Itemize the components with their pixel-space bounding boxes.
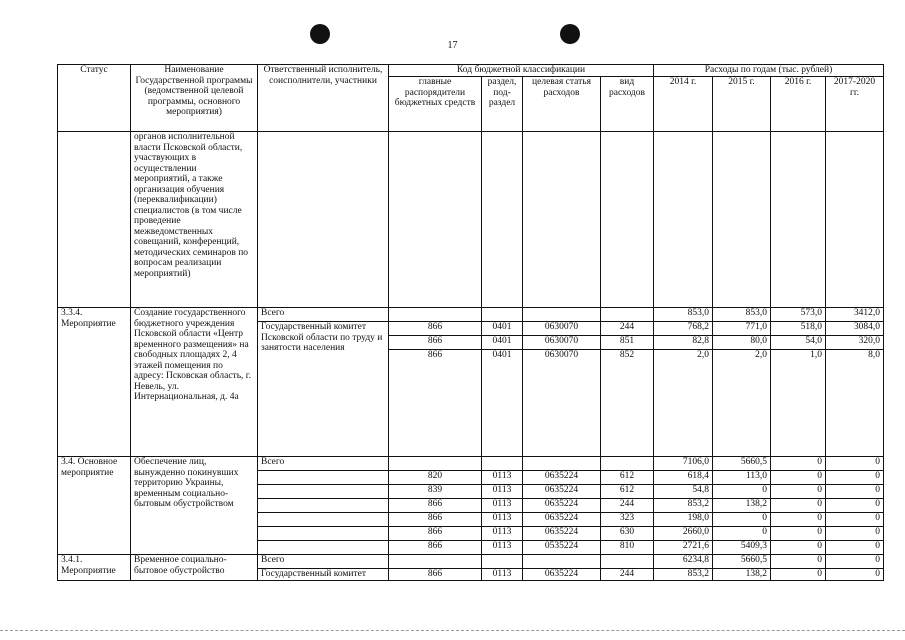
table-row: 839 0113 0635224 612 54,8 0 0 0: [58, 485, 884, 499]
header-razdel: раздел, под-раздел: [482, 77, 523, 132]
table-row: Государственный комитет 866 0113 0635224 244 853,2 138,2 0 0: [58, 569, 884, 581]
header-responsible: Ответственный исполнитель, соисполнители, участники: [258, 65, 389, 132]
table-row: 3.3.4. Мероприятие Создание государственного бюджетного учреждения Псковской области «Центр временного размещения» на свободных площадях 2, 4 этажей помещения по адресу: Псковская область, г. Невель, ул. Интернациональная, д. 4а Всего 853,0 853,0 573,0 3412,0: [58, 308, 884, 322]
header-2014: 2014 г.: [654, 77, 713, 132]
header-2017-2020: 2017-2020 гг.: [826, 77, 884, 132]
total-label: Всего: [258, 457, 389, 471]
status-cell: 3.3.4. Мероприятие: [58, 308, 131, 457]
table-row: 866 0113 0635224 323 198,0 0 0 0: [58, 513, 884, 527]
table-row: [58, 132, 884, 308]
continuation-text: органов исполнительной власти Псковской области, участвующих в осуществлении мероприятий, а также организация обучения (переквалификации) специалистов (в том числе проведение межведомственных совещаний, конференций, методических семинаров по вопросам реализации мероприятий): [131, 132, 258, 308]
header-name: Наименование Государственной программы (ведомственной целевой программы, основного мероприятия): [131, 65, 258, 132]
header-grbs: главные распорядители бюджетных средств: [389, 77, 482, 132]
header-expenses: Расходы по годам (тыс. рублей): [654, 65, 884, 77]
table-row: 3.4. Основное мероприятие Обеспечение лиц, вынужденно покинувших территорию Украины, временным социально-бытовым обустройством Всего 7106,0 5660,5 0 0: [58, 457, 884, 471]
table-row: 866 0113 0535224 810 2721,6 5409,3 0 0: [58, 541, 884, 555]
page-number: 17: [447, 40, 458, 51]
total-label: Всего: [258, 555, 389, 569]
total-label: Всего: [258, 308, 389, 322]
responsible-cell: Государственный комитет Псковской области по труду и занятости населения: [258, 322, 389, 457]
header-2016: 2016 г.: [771, 77, 826, 132]
header-status: Статус: [58, 65, 131, 132]
header-2015: 2015 г.: [713, 77, 771, 132]
name-cell: Обеспечение лиц, вынужденно покинувших территорию Украины, временным социально-бытовым обустройством: [131, 457, 258, 555]
table-row: 866 0401 0630070 852 2,0 2,0 1,0 8,0: [58, 350, 884, 457]
table-row: 866 0113 0635224 244 853,2 138,2 0 0: [58, 499, 884, 513]
table-row: 866 0401 0630070 851 82,8 80,0 54,0 320,0: [58, 336, 884, 350]
responsible-cell: Государственный комитет: [258, 569, 389, 581]
header-budget-code: Код бюджетной классификации: [389, 65, 654, 77]
name-cell: Временное социально-бытовое обустройство: [131, 555, 258, 581]
table-row: 3.4.1. Мероприятие Временное социально-бытовое обустройство Всего 6234,8 5660,5 0 0: [58, 555, 884, 569]
table-row: 866 0113 0635224 630 2660,0 0 0 0: [58, 527, 884, 541]
budget-table: [57, 64, 884, 581]
status-cell: 3.4.1. Мероприятие: [58, 555, 131, 581]
header-vid: вид расходов: [601, 77, 654, 132]
scan-edge-bottom: [0, 630, 905, 632]
name-cell: Создание государственного бюджетного учреждения Псковской области «Центр временного размещения» на свободных площадях 2, 4 этажей помещения по адресу: Псковская область, г. Невель, ул. Интернациональная, д. 4а: [131, 308, 258, 457]
table-row: Государственный комитет Псковской области по труду и занятости населения 866 0401 0630070 244 768,2 771,0 518,0 3084,0: [58, 322, 884, 336]
table-row: 820 0113 0635224 612 618,4 113,0 0 0: [58, 471, 884, 485]
header-target: целевая статья расходов: [523, 77, 601, 132]
status-cell: 3.4. Основное мероприятие: [58, 457, 131, 555]
